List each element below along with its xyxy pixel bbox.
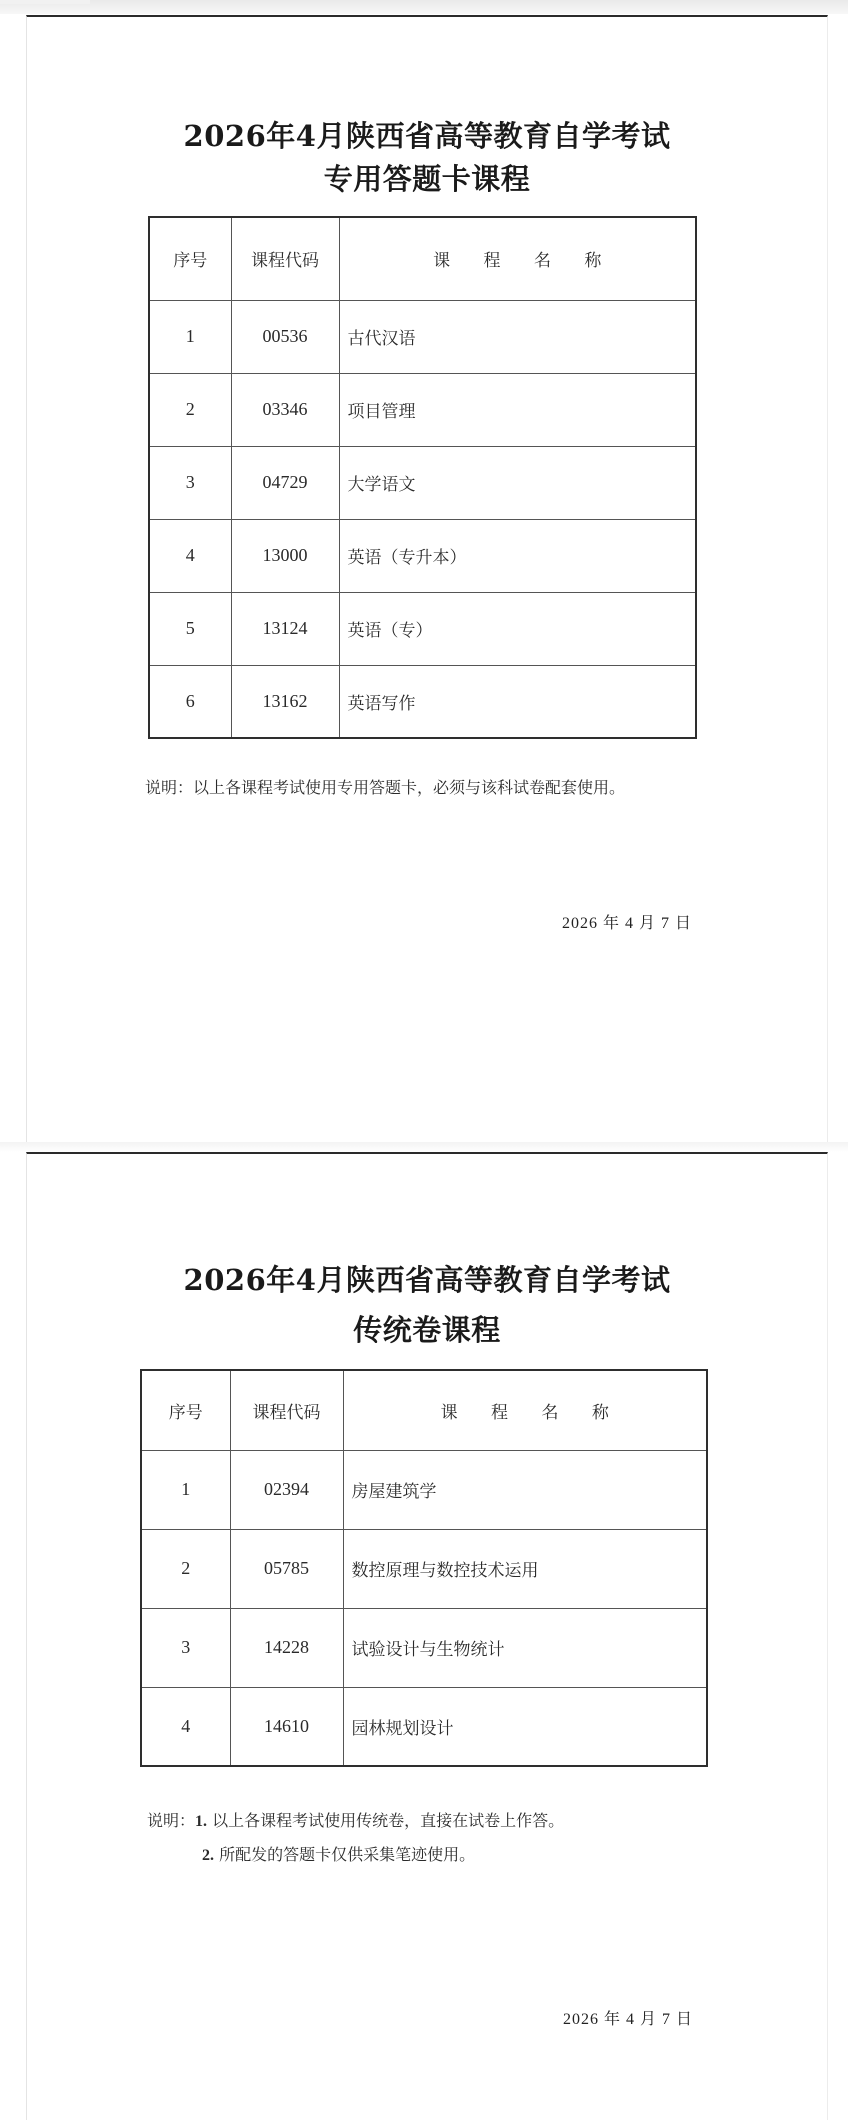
row-no: 3: [141, 1608, 230, 1687]
row-code: 13000: [231, 519, 339, 592]
note-label: 说明：: [147, 1811, 196, 1830]
row-no: 1: [149, 300, 231, 373]
header-no: 序号: [149, 217, 231, 300]
row-code: 03346: [231, 373, 339, 446]
note-text: 以上各课程考试使用专用答题卡，必须与该科试卷配套使用。: [193, 778, 626, 797]
note-item-2: [202, 1842, 475, 1865]
row-name: 数控原理与数控技术运用: [343, 1529, 707, 1608]
table-row: [149, 519, 696, 592]
row-no: 4: [149, 519, 231, 592]
page-separator: [0, 1142, 848, 1152]
row-no: 3: [149, 446, 231, 519]
row-code: 13124: [231, 592, 339, 665]
row-no: 5: [149, 592, 231, 665]
page-title-line1: 2026年4月陕西省高等教育自学考试: [183, 119, 671, 153]
page-answer-card-courses: [26, 15, 828, 1144]
table-row: [149, 300, 696, 373]
table-row: [141, 1529, 707, 1608]
header-no: 序号: [141, 1370, 230, 1450]
page-title-line1: 2026年4月陕西省高等教育自学考试: [183, 1263, 671, 1297]
row-code: 14228: [230, 1608, 343, 1687]
note-text: 以上各课程考试使用传统卷，直接在试卷上作答。: [212, 1811, 565, 1830]
table-row: [149, 446, 696, 519]
note-label: 说明：: [145, 778, 194, 797]
course-table: [148, 216, 697, 739]
table-row: [149, 592, 696, 665]
row-code: 02394: [230, 1450, 343, 1529]
row-code: 13162: [231, 665, 339, 738]
note-num: 2.: [202, 1847, 214, 1864]
table-row: [141, 1450, 707, 1529]
note: [145, 775, 625, 798]
row-name: 项目管理: [339, 373, 696, 446]
row-no: 4: [141, 1687, 230, 1766]
header-code: 课程代码: [230, 1370, 343, 1450]
table-header-row: [149, 217, 696, 300]
row-no: 2: [149, 373, 231, 446]
row-no: 6: [149, 665, 231, 738]
row-name: 园林规划设计: [343, 1687, 707, 1766]
table-header-row: [141, 1370, 707, 1450]
table-row: [149, 665, 696, 738]
top-shadow: [0, 0, 848, 14]
page-title-line2: 专用答题卡课程: [323, 162, 531, 196]
row-code: 00536: [231, 300, 339, 373]
row-name: 房屋建筑学: [343, 1450, 707, 1529]
row-name: 试验设计与生物统计: [343, 1608, 707, 1687]
row-name: 英语写作: [339, 665, 696, 738]
row-name: 大学语文: [339, 446, 696, 519]
row-no: 1: [141, 1450, 230, 1529]
row-code: 05785: [230, 1529, 343, 1608]
note-num: 1.: [195, 1813, 208, 1830]
page-title-line2: 传统卷课程: [353, 1313, 501, 1347]
row-name: 古代汉语: [339, 300, 696, 373]
course-table: [140, 1369, 708, 1767]
row-no: 2: [141, 1529, 230, 1608]
header-code: 课程代码: [231, 217, 339, 300]
row-name: 英语（专升本）: [339, 519, 696, 592]
header-name: 课 程 名 称: [343, 1370, 707, 1450]
note-text: 所配发的答题卡仅供采集笔迹使用。: [219, 1845, 476, 1864]
note-item-1: [147, 1808, 564, 1831]
table-row: [149, 373, 696, 446]
row-code: 14610: [230, 1687, 343, 1766]
header-name: 课 程 名 称: [339, 217, 696, 300]
page-traditional-courses: [26, 1152, 828, 2120]
row-name: 英语（专）: [339, 592, 696, 665]
row-code: 04729: [231, 446, 339, 519]
issue-date: 2026 年 4 月 7 日: [562, 915, 693, 932]
issue-date: 2026 年 4 月 7 日: [563, 2011, 694, 2028]
table-row: [141, 1608, 707, 1687]
table-row: [141, 1687, 707, 1766]
